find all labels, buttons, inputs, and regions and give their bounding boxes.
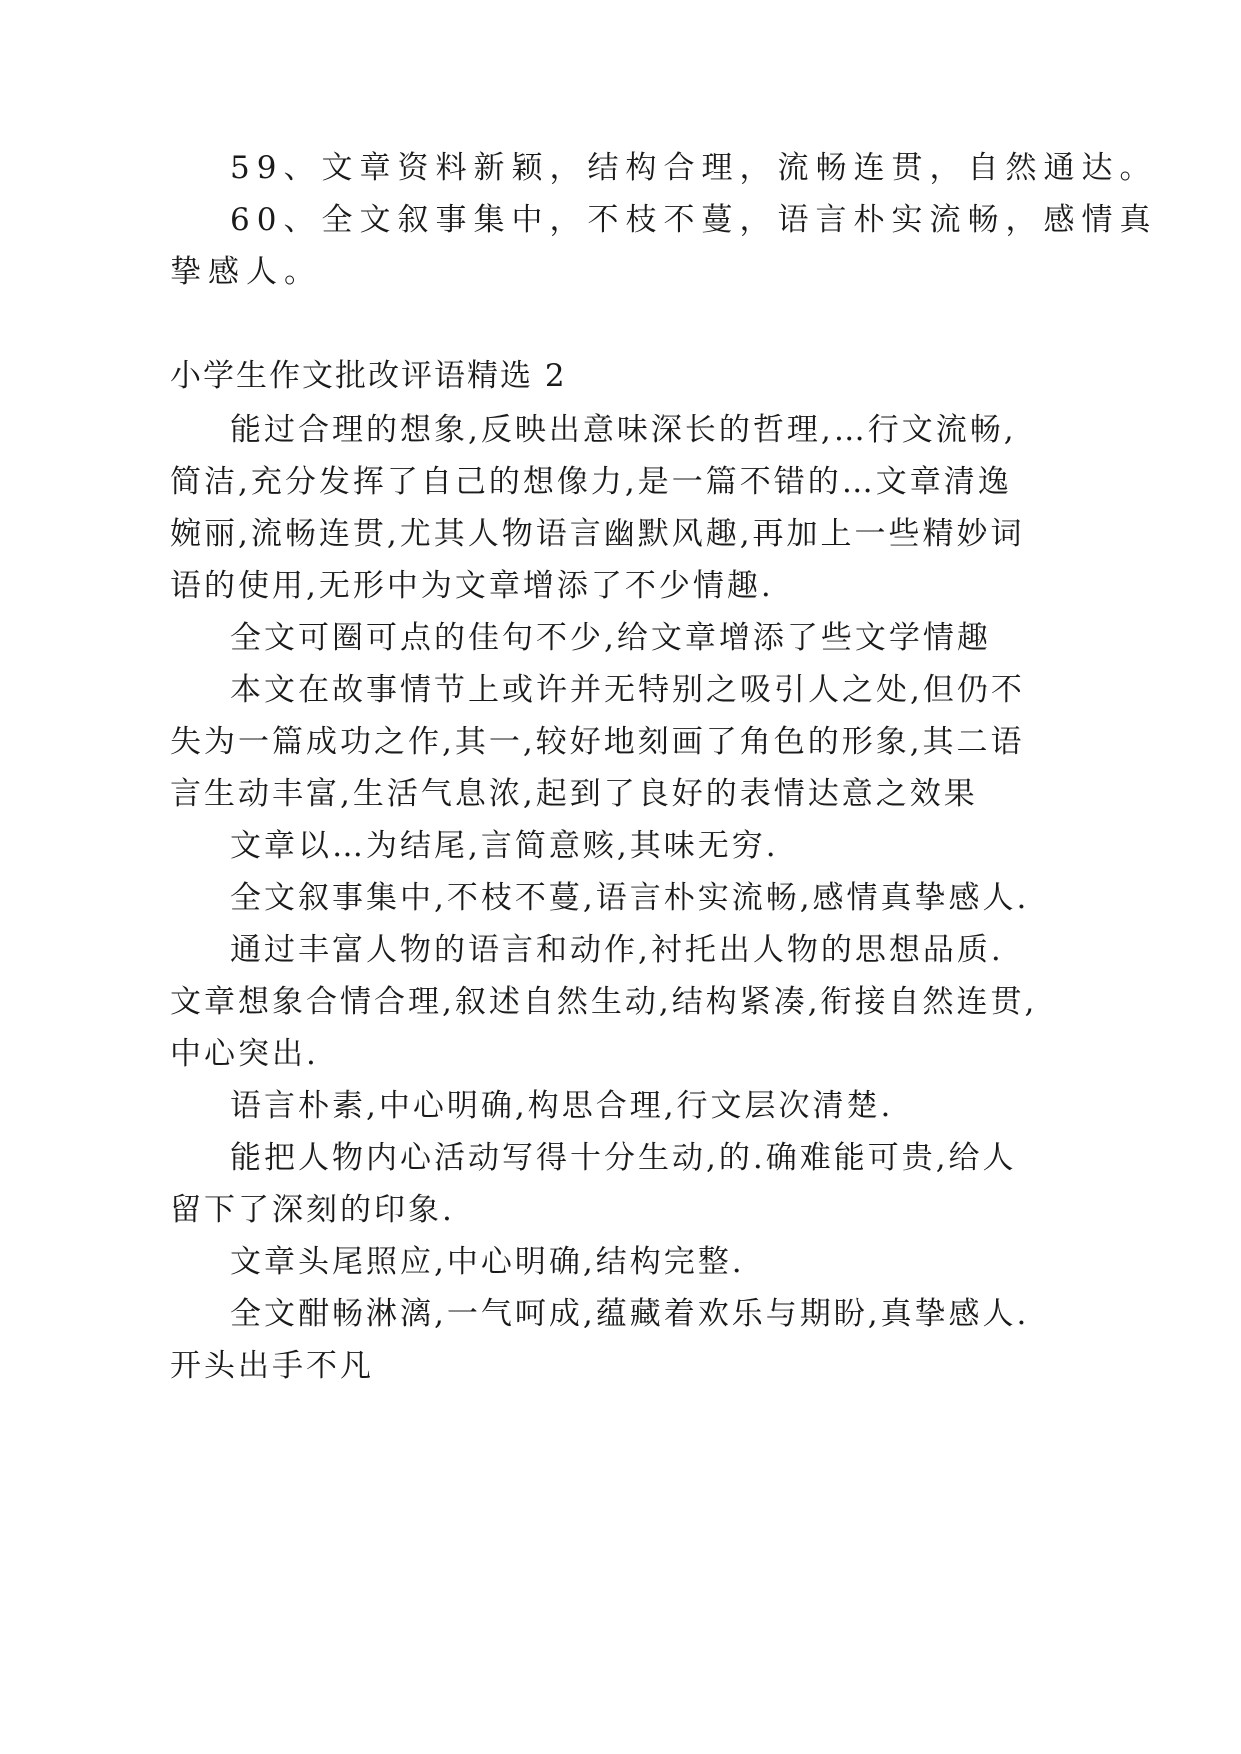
body-line: 全文可圈可点的佳句不少,给文章增添了些文学情趣 [230,620,991,656]
paragraph-60-line-2: 挚感人。 [170,254,322,290]
body-line: 语言朴素,中心明确,构思合理,行文层次清楚. [230,1088,894,1124]
paragraph-60-line-1: 60、全文叙事集中，不枝不蔓，语言朴实流畅，感情真 [230,202,1158,238]
body-line: 开头出手不凡 [170,1348,374,1384]
body-line: 文章想象合情合理,叙述自然生动,结构紧凑,衔接自然连贯, [170,984,1038,1020]
body-line: 言生动丰富,生活气息浓,起到了良好的表情达意之效果 [170,776,978,812]
body-line: 失为一篇成功之作,其一,较好地刻画了角色的形象,其二语 [170,724,1025,760]
body-line: 中心突出. [170,1036,319,1072]
body-line: 能把人物内心活动写得十分生动,的.确难能可贵,给人 [230,1140,1017,1176]
body-line: 全文酣畅淋漓,一气呵成,蕴藏着欢乐与期盼,真挚感人. [230,1296,1030,1332]
body-line: 文章以…为结尾,言简意赅,其味无穷. [230,828,779,864]
body-line: 能过合理的想象,反映出意味深长的哲理,…行文流畅, [230,412,1017,448]
body-line: 全文叙事集中,不枝不蔓,语言朴实流畅,感情真挚感人. [230,880,1030,916]
paragraph-59: 59、文章资料新颖，结构合理，流畅连贯，自然通达。 [230,150,1158,186]
body-line: 语的使用,无形中为文章增添了不少情趣. [170,568,774,604]
body-line: 留下了深刻的印象. [170,1192,455,1228]
body-line: 婉丽,流畅连贯,尤其人物语言幽默风趣,再加上一些精妙词 [170,516,1025,552]
section-heading: 小学生作文批改评语精选 2 [170,358,567,394]
body-line: 本文在故事情节上或许并无特别之吸引人之处,但仍不 [230,672,1025,708]
body-line: 简洁,充分发挥了自己的想像力,是一篇不错的…文章清逸 [170,464,1012,500]
body-line: 通过丰富人物的语言和动作,衬托出人物的思想品质. [230,932,1004,968]
body-line: 文章头尾照应,中心明确,结构完整. [230,1244,745,1280]
